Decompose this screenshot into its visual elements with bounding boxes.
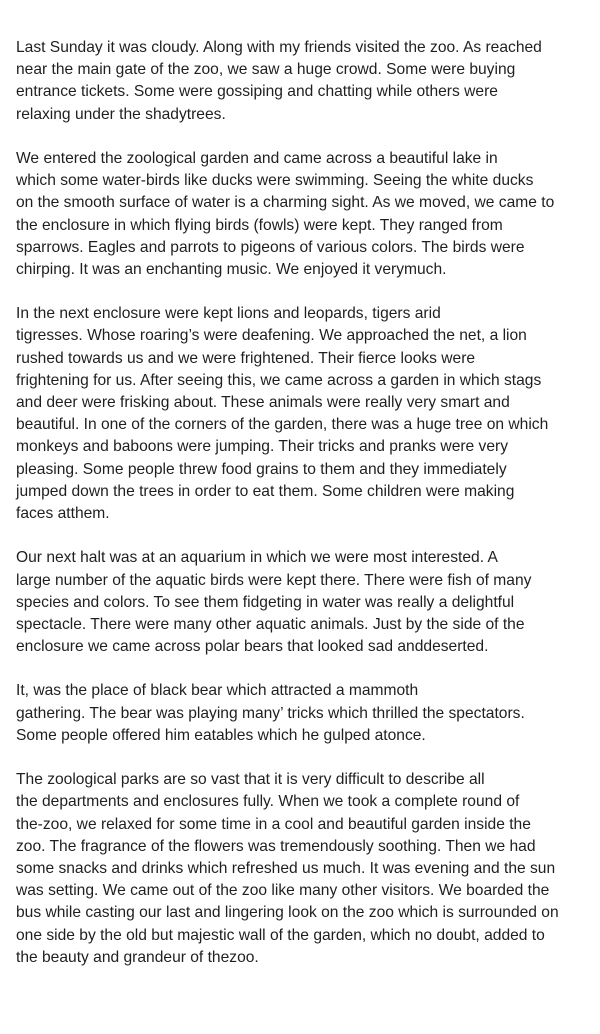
text-line: Last Sunday it was cloudy. Along with my friends visited the zoo. As reached xyxy=(16,39,542,56)
text-line: jumped down the trees in order to eat them. Some children were making xyxy=(16,482,515,500)
text-line: the enclosure in which flying birds (fowls) were kept. They ranged from xyxy=(16,216,503,234)
text-line: on the smooth surface of water is a charming sight. As we moved, we came to xyxy=(16,194,555,212)
text-line: beautiful. In one of the corners of the garden, there was a huge tree on which xyxy=(16,416,549,434)
text-line: which some water-birds like ducks were swimming. Seeing the white ducks xyxy=(16,172,534,190)
text-line: sparrows. Eagles and parrots to pigeons of various colors. The birds were xyxy=(16,238,525,256)
text-line: enclosure we came across polar bears that looked sad anddeserted. xyxy=(16,638,489,656)
text-line: one side by the old but majestic wall of the garden, which no doubt, added to xyxy=(16,926,545,944)
text-line: In the next enclosure were kept lions and leopards, tigers arid xyxy=(16,305,441,323)
text-line: entrance tickets. Some were gossiping and chatting while others were xyxy=(16,83,498,101)
text-line: It, was the place of black bear which attracted a mammoth xyxy=(16,682,419,700)
text-line: rushed towards us and we were frightened. Their fierce looks were xyxy=(16,349,476,367)
text-line: Our next halt was at an aquarium in which we were most interested. A xyxy=(16,549,498,567)
text-line: tigresses. Whose roaring’s were deafening. We approached the net, a lion xyxy=(16,327,527,345)
text-line: frightening for us. After seeing this, we came across a garden in which stags xyxy=(16,371,542,389)
text-line: faces atthem. xyxy=(16,504,110,522)
text-line: pleasing. Some people threw food grains to them and they immediately xyxy=(16,460,507,478)
paragraph-lions-and-monkeys xyxy=(16,303,580,525)
text-line: near the main gate of the zoo, we saw a huge crowd. Some were buying xyxy=(16,61,516,79)
text-line: species and colors. To see them fidgeting in water was really a delightful xyxy=(16,593,515,611)
text-line: some snacks and drinks which refreshed us much. It was evening and the sun xyxy=(16,859,556,877)
paragraph-departure xyxy=(16,769,580,969)
text-line: the departments and enclosures fully. When we took a complete round of xyxy=(16,793,520,811)
text-line: relaxing under the shadytrees. xyxy=(16,105,226,123)
text-line: Some people offered him eatables which he gulped atonce. xyxy=(16,726,426,744)
document-body xyxy=(16,37,580,991)
text-line: bus while casting our last and lingering look on the zoo which is surrounded on xyxy=(16,904,559,922)
text-line: and deer were frisking about. These animals were really very smart and xyxy=(16,394,510,411)
text-line: large number of the aquatic birds were kept there. There were fish of many xyxy=(16,571,532,589)
text-line: spectacle. There were many other aquatic animals. Just by the side of the xyxy=(16,615,525,633)
text-line: zoo. The fragrance of the flowers was tremendously soothing. Then we had xyxy=(16,837,536,855)
paragraph-arrival xyxy=(16,37,580,126)
text-line: The zoological parks are so vast that it is very difficult to describe all xyxy=(16,771,485,789)
text-line: the-zoo, we relaxed for some time in a cool and beautiful garden inside the xyxy=(16,815,531,833)
text-line: gathering. The bear was playing many’ tricks which thrilled the spectators. xyxy=(16,704,525,722)
text-line: chirping. It was an enchanting music. We enjoyed it verymuch. xyxy=(16,260,447,278)
text-line: was setting. We came out of the zoo like many other visitors. We boarded the xyxy=(16,882,550,900)
text-line: the beauty and grandeur of thezoo. xyxy=(16,948,259,966)
paragraph-aquarium xyxy=(16,547,580,658)
paragraph-black-bear xyxy=(16,680,580,747)
text-line: monkeys and baboons were jumping. Their tricks and pranks were very xyxy=(16,438,509,456)
text-line: We entered the zoological garden and came across a beautiful lake in xyxy=(16,149,498,167)
paragraph-lake-and-birds xyxy=(16,148,580,281)
